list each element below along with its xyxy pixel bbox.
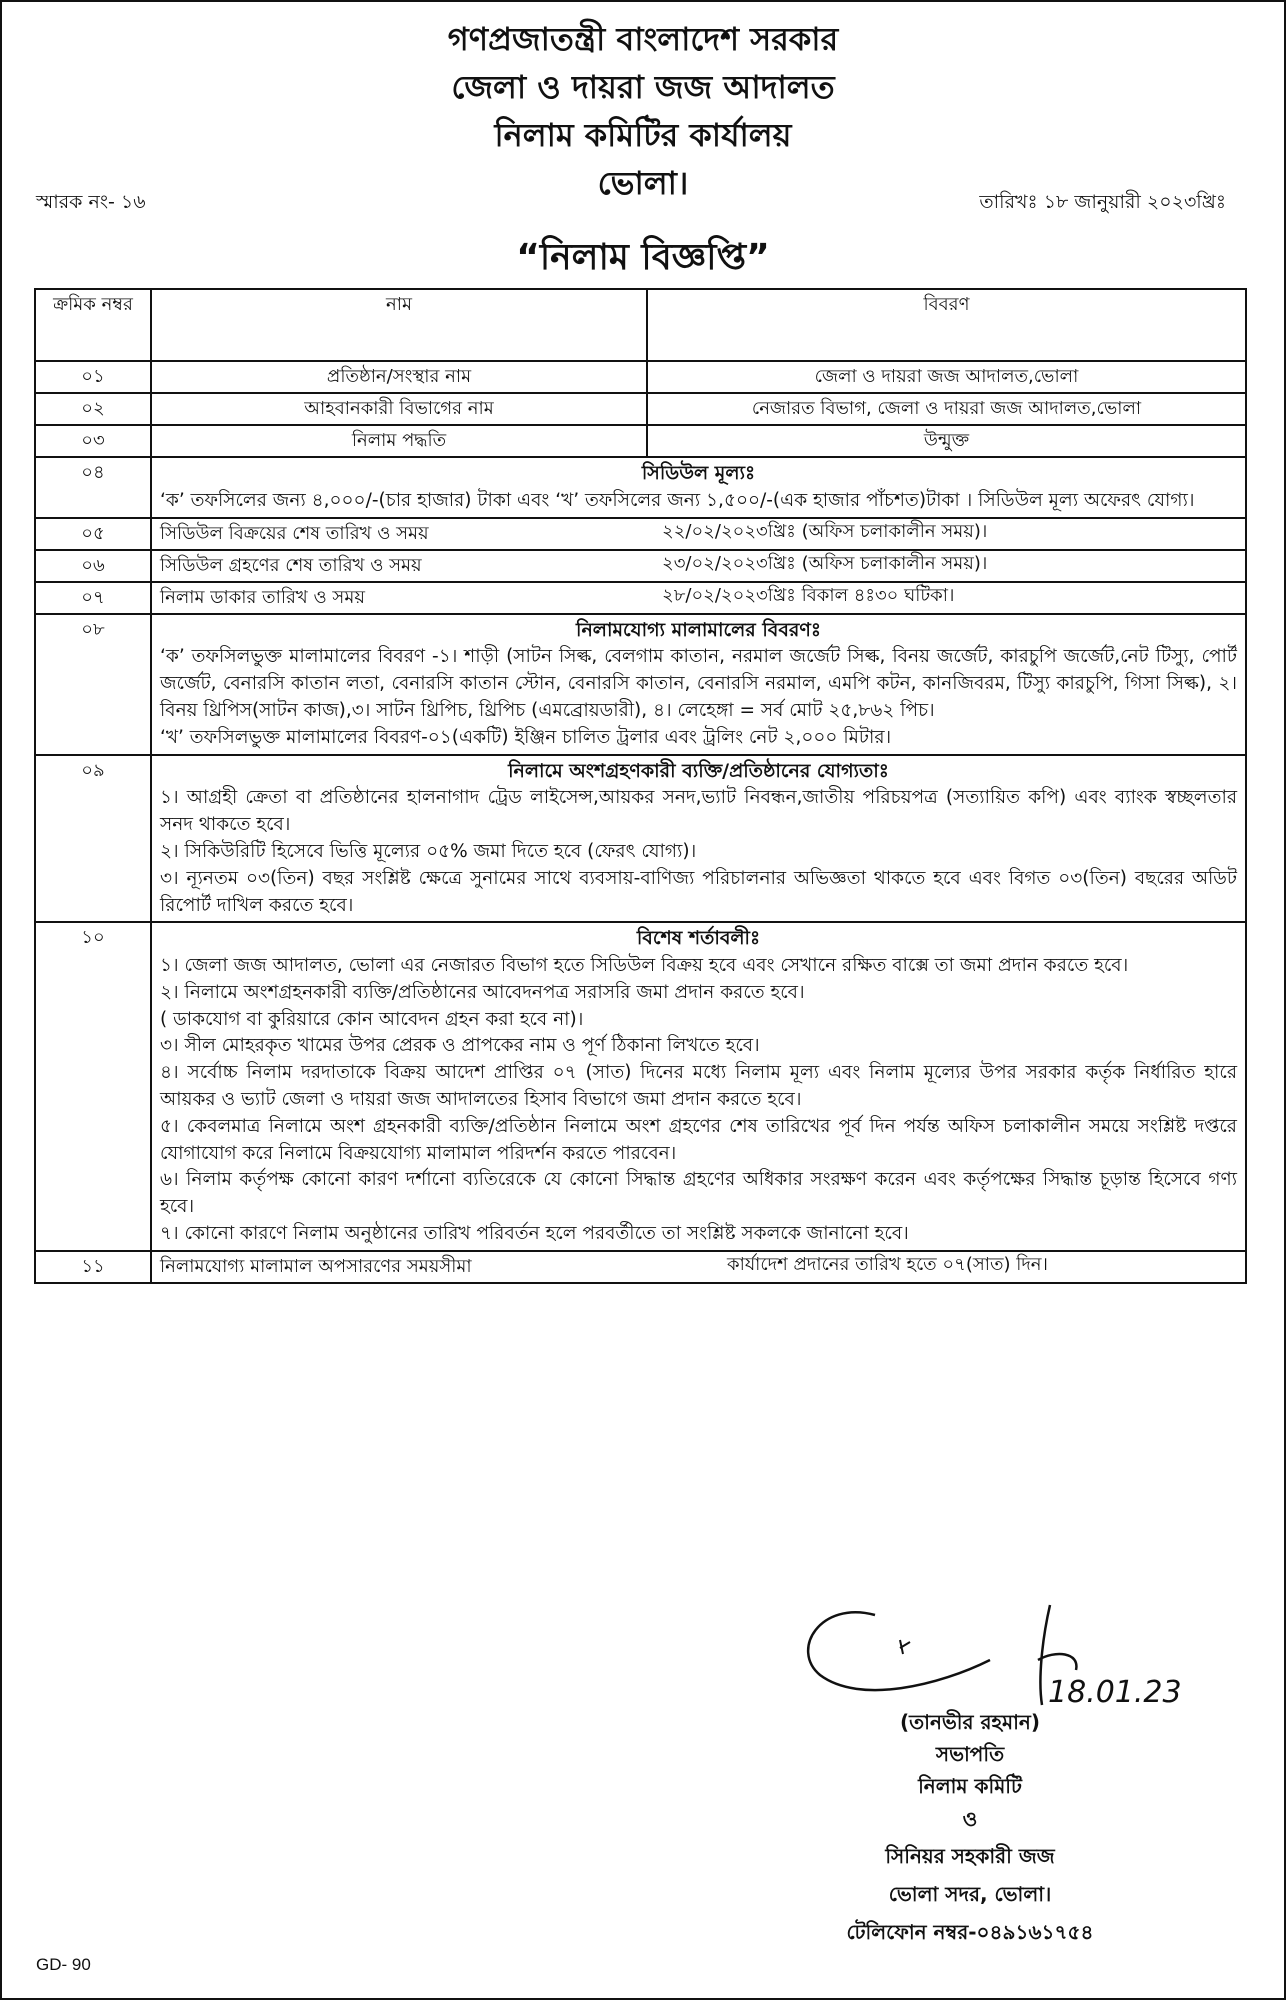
section-text: ৪। সর্বোচ্চ নিলাম দরদাতাকে বিক্রয় আদেশ প্রাপ্তির ০৭ (সাত) দিনের মধ্যে নিলাম মূল্য এবং নিলাম মূল্যের উপর সরকার কর্তৃক নির্ধারিত হারে আয়কর ও ভ্যাট জেলা ও দায়রা জজ আদালতের হিসাব বিভাগে জমা প্রদান করতে হবে। bbox=[160, 1062, 1237, 1110]
section-text: ‘ক’ তফসিলভুক্ত মালামালের বিবরণ -১। শাড়ী (সাটন সিল্ক, বেলগাম কাতান, নরমাল জর্জেট সিল্ক, বিনয় জর্জেট, কারচুপি জর্জেট,নেট টিস্যু, পোর্ট জর্জেট, বেনারসি কাতান লতা, বেনারসি কাতান স্টোন, বেনারসি কাতান, বেনারসি নরমাল, এমপি কটন, কানজিবরম, টিস্যু কারচুপি, গিসা সিল্ক), ২। বিনয় থ্রিপিস(সাটন কাজ),৩। সাটন থ্রিপিচ, থ্রিপিচ (এমব্রোয়ডারী), ৪। লেহেঙ্গা = সর্ব মোট ২৫,৮৬২ পিচ। bbox=[160, 646, 1237, 722]
table-row bbox=[35, 361, 1246, 393]
header-name: নাম bbox=[151, 289, 647, 361]
signatory-location: ভোলা সদর, ভোলা। bbox=[888, 1882, 1052, 1906]
split-cell bbox=[151, 582, 1246, 614]
signature-stroke bbox=[808, 1612, 990, 1690]
section-text: ৩। ন্যূনতম ০৩(তিন) বছর সংশ্লিষ্ট ক্ষেত্রে সুনামের সাথে ব্যবসায়-বাণিজ্য পরিচালনার অভিজ্ঞতা থাকতে হবে এবং বিগত ০৩(তিন) বছরের অডিট রিপোর্ট দাখিল করতে হবে। bbox=[160, 867, 1237, 916]
table-row bbox=[35, 1251, 1246, 1283]
row-name: সিডিউল গ্রহণের শেষ তারিখ ও সময় bbox=[160, 554, 422, 576]
table-row bbox=[35, 582, 1246, 614]
eligibility-cell bbox=[151, 755, 1246, 923]
notice-title: “নিলাম বিজ্ঞপ্তি” bbox=[516, 237, 770, 278]
table-header-row bbox=[35, 289, 1246, 361]
signatory-and: ও bbox=[962, 1807, 978, 1831]
row-serial: ০৮ bbox=[35, 614, 151, 755]
row-serial: ০৫ bbox=[35, 518, 151, 550]
row-serial: ১১ bbox=[35, 1251, 151, 1283]
header-government: গণপ্রজাতন্ত্রী বাংলাদেশ সরকার bbox=[447, 20, 839, 58]
section-text: ১। আগ্রহী ক্রেতা বা প্রতিষ্ঠানের হালনাগাদ ট্রেড লাইসেন্স,আয়কর সনদ,ভ্যাট নিবন্ধন,জাতীয় পরিচয়পত্র (সত্যায়িত কপি) এবং ব্যাংক স্বচ্ছলতার সনদ থাকতে হবে। bbox=[160, 787, 1237, 836]
row-name: নিলামযোগ্য মালামাল অপসারণের সময়সীমা bbox=[160, 1255, 472, 1277]
signatory-phone: টেলিফোন নম্বর-০৪৯১৬১৭৫৪ bbox=[846, 1920, 1094, 1944]
section-text: ২। সিকিউরিটি হিসেবে ভিত্তি মূল্যের ০৫% জমা দিতে হবে (ফেরৎ যোগ্য)। bbox=[160, 840, 697, 862]
row-serial: ০১ bbox=[35, 361, 151, 393]
split-cell bbox=[151, 550, 1246, 582]
signatory-title-committee: নিলাম কমিটি bbox=[918, 1774, 1022, 1798]
row-serial: ০৭ bbox=[35, 582, 151, 614]
section-text: ৫। কেবলমাত্র নিলামে অংশ গ্রহনকারী ব্যক্তি/প্রতিষ্ঠান নিলামে অংশ গ্রহণের শেষ তারিখের পূর্ব দিন পর্যন্ত অফিস চলাকালীন সময়ে সংশ্লিষ্ট দপ্তরে যোগাযোগ করে নিলামে বিক্রয়যোগ্য মালামাল পরিদর্শন করতে পারবেন। bbox=[160, 1115, 1237, 1164]
signature-stroke bbox=[900, 1640, 910, 1654]
row-serial: ০৬ bbox=[35, 550, 151, 582]
row-description: ২৩/০২/২০২৩খ্রিঃ (অফিস চলাকালীন সময়)। bbox=[662, 552, 988, 574]
memo-number: স্মারক নং- ১৬ bbox=[36, 191, 146, 213]
table-row bbox=[35, 457, 1246, 517]
table-row bbox=[35, 755, 1246, 923]
row-description: জেলা ও দায়রা জজ আদালত,ভোলা bbox=[647, 361, 1246, 393]
table-row bbox=[35, 614, 1246, 755]
notice-date: তারিখঃ ১৮ জানুয়ারী ২০২৩খ্রিঃ bbox=[979, 191, 1226, 213]
section-text: ৩। সীল মোহরকৃত খামের উপর প্রেরক ও প্রাপকের নাম ও পূর্ণ ঠিকানা লিখতে হবে। bbox=[160, 1035, 760, 1057]
split-cell bbox=[151, 1251, 1246, 1283]
row-name: নিলাম ডাকার তারিখ ও সময় bbox=[160, 586, 365, 608]
special-conditions-cell bbox=[151, 922, 1246, 1250]
table-row bbox=[35, 393, 1246, 425]
table-row bbox=[35, 550, 1246, 582]
section-text: ( ডাকযোগ বা কুরিয়ারে কোন আবেদন গ্রহন করা হবে না)। bbox=[160, 1008, 584, 1030]
header-office: নিলাম কমিটির কার্যালয় bbox=[494, 116, 792, 154]
table-row bbox=[35, 518, 1246, 550]
auction-table bbox=[34, 288, 1247, 1284]
split-cell bbox=[151, 518, 1246, 550]
row-description: কার্যাদেশ প্রদানের তারিখ হতে ০৭(সাত) দিন। bbox=[727, 1253, 1048, 1275]
row-serial: ১০ bbox=[35, 922, 151, 1250]
signatory-title-president: সভাপতি bbox=[935, 1742, 1005, 1766]
header-location: ভোলা। bbox=[597, 164, 689, 202]
row-serial: ০৩ bbox=[35, 425, 151, 457]
table-row bbox=[35, 425, 1246, 457]
footer-code: GD- 90 bbox=[36, 1955, 91, 1974]
signatory-name: (তানভীর রহমান) bbox=[900, 1710, 1040, 1734]
row-serial: ০৪ bbox=[35, 457, 151, 517]
row-name: প্রতিষ্ঠান/সংস্থার নাম bbox=[151, 361, 647, 393]
table-row bbox=[35, 922, 1246, 1250]
section-text: ‘খ’ তফসিলভুক্ত মালামালের বিবরণ-০১(একটি) ইঞ্জিন চালিত ট্রলার এবং ট্রলিং নেট ২,০০০ মিটার। bbox=[160, 726, 892, 748]
header-court: জেলা ও দায়রা জজ আদালত bbox=[451, 68, 835, 106]
row-name: নিলাম পদ্ধতি bbox=[151, 425, 647, 457]
row-description: নেজারত বিভাগ, জেলা ও দায়রা জজ আদালত,ভোলা bbox=[647, 393, 1246, 425]
row-serial: ০৯ bbox=[35, 755, 151, 923]
header-serial: ক্রমিক নম্বর bbox=[35, 289, 151, 361]
row-name: সিডিউল বিক্রয়ের শেষ তারিখ ও সময় bbox=[160, 522, 429, 544]
row-serial: ০২ bbox=[35, 393, 151, 425]
schedule-price-cell bbox=[151, 457, 1246, 517]
goods-description-cell bbox=[151, 614, 1246, 755]
header-description: বিবরণ bbox=[647, 289, 1246, 361]
row-description: ২৮/০২/২০২৩খ্রিঃ বিকাল ৪ঃ৩০ ঘটিকা। bbox=[662, 584, 955, 606]
section-text: ২। নিলামে অংশগ্রহনকারী ব্যক্তি/প্রতিষ্ঠানের আবেদনপত্র সরাসরি জমা প্রদান করতে হবে। bbox=[160, 981, 805, 1003]
section-title: সিডিউল মূল্যঃ bbox=[641, 462, 756, 485]
section-text: ৬। নিলাম কর্তৃপক্ষ কোনো কারণ দর্শানো ব্যতিরেকে যে কোনো সিদ্ধান্ত গ্রহণের অধিকার সংরক্ষণ করেন এবং কর্তৃপক্ষের সিদ্ধান্ত চূড়ান্ত হিসেবে গণ্য হবে। bbox=[160, 1169, 1237, 1218]
section-text: ‘ক’ তফসিলের জন্য ৪,০০০/-(চার হাজার) টাকা এবং ‘খ’ তফসিলের জন্য ১,৫০০/-(এক হাজার পাঁচশত)টাকা । সিডিউল মূল্য অফেরৎ যোগ্য। bbox=[160, 489, 1195, 511]
row-description: উন্মুক্ত bbox=[647, 425, 1246, 457]
section-title: বিশেষ শর্তাবলীঃ bbox=[636, 927, 761, 950]
section-title: নিলামে অংশগ্রহণকারী ব্যক্তি/প্রতিষ্ঠানের যোগ্যতাঃ bbox=[508, 759, 889, 782]
section-title: নিলামযোগ্য মালামালের বিবরণঃ bbox=[576, 618, 821, 641]
section-text: ৭। কোনো কারণে নিলাম অনুষ্ঠানের তারিখ পরিবর্তন হলে পরবর্তীতে তা সংশ্লিষ্ট সকলকে জানানো হবে। bbox=[160, 1223, 909, 1244]
signatory-title-judge: সিনিয়র সহকারী জজ bbox=[885, 1844, 1055, 1868]
row-name: আহবানকারী বিভাগের নাম bbox=[151, 393, 647, 425]
signature-date: 18.01.23 bbox=[1048, 1675, 1182, 1710]
section-text: ১। জেলা জজ আদালত, ভোলা এর নেজারত বিভাগ হতে সিডিউল বিক্রয় হবে এবং সেখানে রক্ষিত বাক্সে তা জমা প্রদান করতে হবে। bbox=[160, 954, 1129, 976]
row-description: ২২/০২/২০২৩খ্রিঃ (অফিস চলাকালীন সময়)। bbox=[662, 520, 988, 542]
